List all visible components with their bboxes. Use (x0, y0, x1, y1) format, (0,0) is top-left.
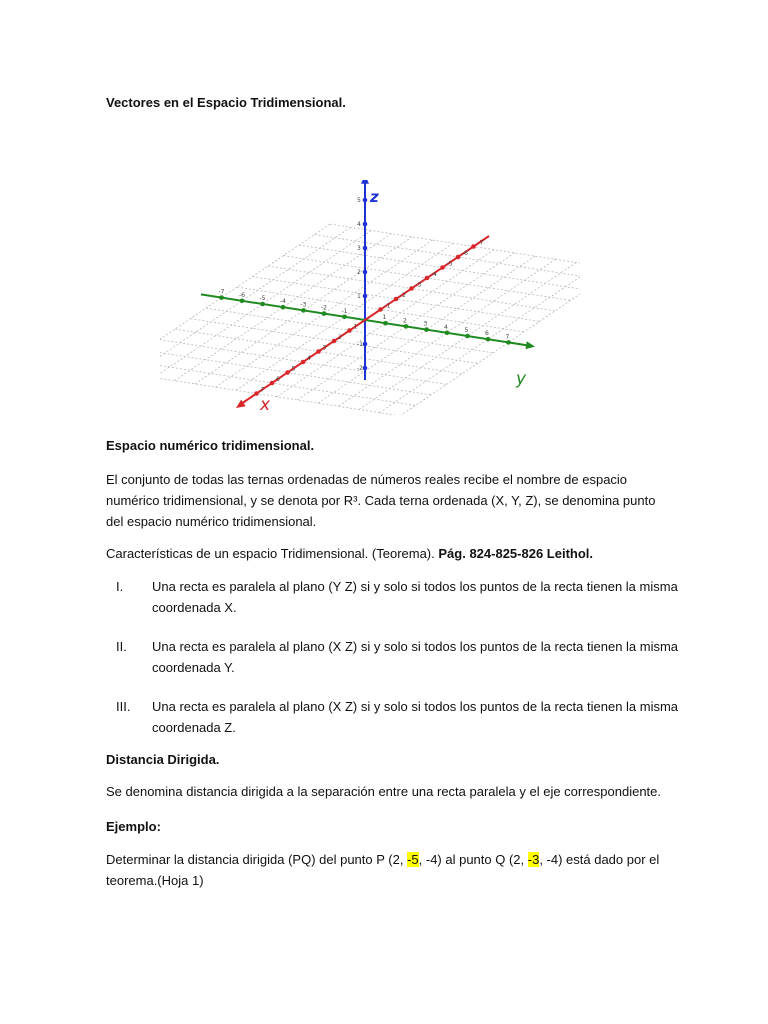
y-arrow-icon (525, 341, 535, 349)
axis-point (363, 294, 368, 299)
x-tick-label: -6 (462, 250, 468, 257)
highlight-value: -3 (527, 852, 540, 867)
x-tick-label: -1 (384, 302, 391, 310)
example-line (106, 849, 659, 871)
paragraph-line: Se denomina distancia dirigida a la separación entre una recta paralela y el eje correspondiente. (106, 784, 662, 799)
section-heading-distancia: Distancia Dirigida. (106, 752, 220, 767)
y-axis-label: y (516, 369, 527, 389)
axis-point (465, 334, 470, 339)
3d-axes-figure (160, 180, 580, 415)
z-tick-label: 3 (357, 245, 361, 252)
z-tick-label: 2 (357, 269, 361, 276)
axis-point (281, 305, 286, 310)
characteristics-line (106, 543, 593, 565)
list-item-number: II. (116, 639, 127, 654)
axis-point (260, 302, 265, 307)
axis-point (506, 340, 511, 345)
axis-point (394, 297, 399, 302)
document-title: Vectores en el Espacio Tridimensional. (106, 95, 346, 110)
y-tick-label: -7 (218, 288, 225, 296)
x-tick-label: -3 (415, 281, 422, 289)
list-item-text: Una recta es paralela al plano (X Z) si y solo si todos los puntos de la recta tienen la misma (152, 699, 679, 714)
x-tick-label: 3 (322, 344, 327, 352)
x-tick-label: 2 (338, 334, 342, 341)
list-item-text: coordenada Y. (152, 660, 235, 675)
x-tick-label: 4 (307, 355, 311, 362)
axis-point (219, 295, 224, 300)
axis-point (316, 349, 321, 354)
z-arrow-icon (361, 180, 369, 184)
x-tick-label: 1 (353, 323, 358, 331)
y-tick-label: 1 (382, 314, 387, 322)
y-tick-label: 4 (444, 323, 448, 331)
list-item-text: Una recta es paralela al plano (X Z) si y solo si todos los puntos de la recta tienen la misma (152, 639, 679, 654)
characteristics-text: Características de un espacio Tridimensional. (Teorema). (106, 546, 435, 561)
axis-point (270, 381, 275, 386)
y-tick-label: 3 (423, 320, 428, 328)
x-axis-label: x (260, 395, 271, 415)
axis-point (456, 255, 461, 260)
example-text: Determinar la distancia dirigida (PQ) del punto P (2, (106, 852, 408, 867)
y-tick-label: 6 (485, 330, 489, 338)
axis-point (404, 324, 409, 329)
axis-point (440, 265, 445, 270)
y-tick-label: -3 (300, 301, 307, 309)
axis-point (254, 391, 259, 396)
y-tick-label: -1 (341, 307, 348, 315)
axis-point (409, 286, 414, 291)
list-item-number: I. (116, 579, 124, 594)
x-tick-label: -2 (400, 292, 406, 299)
axis-point (445, 331, 450, 336)
axis-point (240, 299, 245, 304)
axis-point (471, 244, 476, 249)
section-heading-espacio: Espacio numérico tridimensional. (106, 438, 315, 453)
list-item-text: coordenada Z. (152, 720, 236, 735)
z-tick-label: 1 (357, 293, 361, 300)
axis-point (425, 276, 430, 281)
x-tick-label: -5 (446, 260, 453, 268)
axis-point (486, 337, 491, 342)
y-tick-label: -2 (321, 304, 327, 312)
axis-point (322, 311, 327, 316)
grid-line (330, 224, 580, 269)
z-tick-label: -2 (357, 365, 363, 372)
x-tick-label: 5 (291, 365, 296, 373)
axis-point (332, 339, 337, 344)
y-tick-label: 5 (464, 327, 469, 334)
axis-point (342, 315, 347, 320)
axis-point (363, 222, 368, 227)
axis-point (363, 342, 368, 347)
example-text: , -4) al punto Q (2, (418, 852, 528, 867)
axis-point (363, 198, 368, 203)
axis-point (363, 246, 368, 251)
axis-point (363, 366, 368, 371)
y-tick-label: -4 (280, 298, 286, 306)
example-text: , -4) está dado por el (539, 852, 660, 867)
z-axis-label: z (370, 188, 379, 206)
list-item-number: III. (116, 699, 131, 714)
axis-point (301, 360, 306, 365)
axis-point (424, 327, 429, 332)
example-heading: Ejemplo: (106, 819, 161, 834)
axis-point (347, 328, 352, 333)
list-item-text: Una recta es paralela al plano (Y Z) si y solo si todos los puntos de la recta tienen la misma (152, 579, 678, 594)
list-item-text: coordenada X. (152, 600, 237, 615)
example-line-2: teorema.(Hoja 1) (106, 873, 204, 888)
paragraph-line: El conjunto de todas las ternas ordenadas de números reales recibe el nombre de espacio (106, 472, 628, 487)
axis-point (285, 370, 290, 375)
paragraph-line: numérico tridimensional, y se denota por R³. Cada terna ordenada (X, Y, Z), se denomina punto (106, 493, 656, 508)
y-tick-label: -6 (239, 291, 245, 299)
axis-point (383, 321, 388, 326)
z-tick-label: 5 (357, 197, 361, 204)
axis-point (301, 308, 306, 313)
y-tick-label: 7 (505, 333, 510, 341)
axis-point (363, 270, 368, 275)
z-tick-label: -1 (357, 341, 363, 348)
axis-point (378, 307, 383, 312)
x-tick-label: 6 (276, 376, 280, 383)
y-tick-label: -5 (259, 295, 266, 302)
x-tick-label: -7 (477, 239, 484, 247)
z-tick-label: 4 (357, 221, 361, 228)
paragraph-line: del espacio numérico tridimensional. (106, 514, 317, 529)
x-tick-label: 7 (260, 386, 265, 394)
x-tick-label: -4 (431, 271, 437, 278)
highlight-value: -5 (407, 852, 419, 867)
page-reference: Pág. 824-825-826 Leithol. (438, 546, 594, 561)
y-tick-label: 2 (403, 317, 407, 325)
